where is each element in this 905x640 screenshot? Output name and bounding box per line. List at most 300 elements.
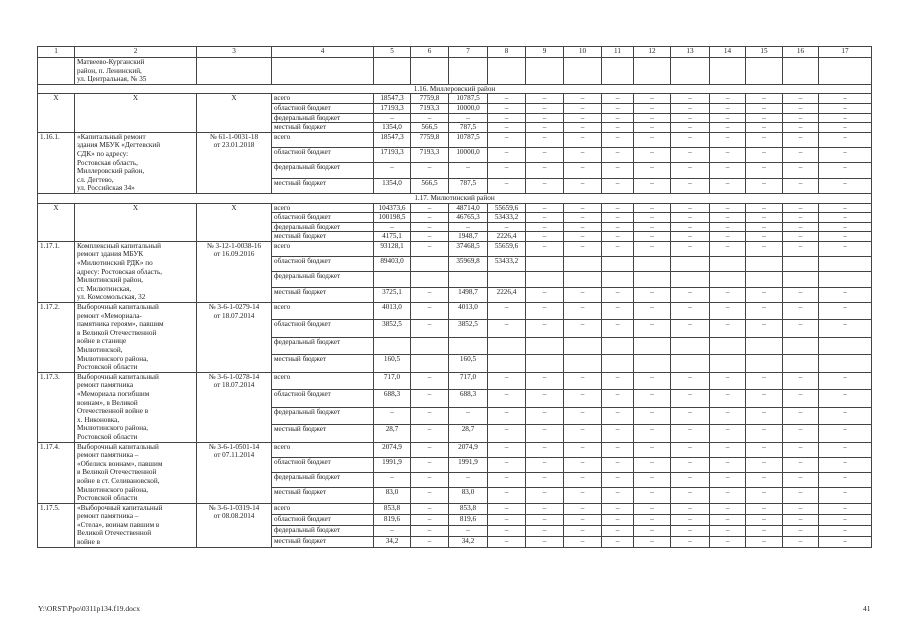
value-cell: – — [634, 407, 671, 424]
value-cell: – — [449, 473, 488, 488]
value-cell: – — [564, 203, 602, 213]
value-cell: – — [819, 525, 872, 536]
value-cell: – — [634, 123, 671, 133]
value-cell: – — [783, 287, 819, 302]
value-cell — [634, 355, 671, 372]
value-cell: – — [746, 503, 783, 514]
value-cell: – — [710, 94, 746, 104]
value-cell: – — [746, 488, 783, 503]
value-cell: – — [819, 287, 872, 302]
value-cell: – — [671, 203, 710, 213]
value-cell — [710, 272, 746, 287]
value-cell: – — [783, 103, 819, 113]
budget-source-cell: местный бюджет — [272, 287, 374, 302]
table-body — [38, 47, 872, 548]
value-cell — [526, 337, 564, 354]
value-cell: – — [710, 287, 746, 302]
value-cell: – — [526, 132, 564, 147]
value-cell: – — [602, 425, 634, 442]
value-cell: – — [671, 372, 710, 389]
value-cell: – — [374, 473, 411, 488]
value-cell: – — [671, 536, 710, 547]
value-cell: – — [746, 148, 783, 163]
value-cell — [602, 272, 634, 287]
item-number-cell: 1.17.2. — [38, 303, 75, 373]
table-cell — [526, 58, 564, 85]
value-cell: 34,2 — [374, 536, 411, 547]
value-cell: – — [710, 103, 746, 113]
value-cell: – — [564, 103, 602, 113]
value-cell: – — [488, 488, 526, 503]
table-cell — [197, 58, 272, 85]
value-cell: 1948,7 — [449, 232, 488, 242]
value-cell: 53433,2 — [488, 257, 526, 272]
value-cell: – — [746, 407, 783, 424]
column-number-cell: 1 — [38, 47, 75, 58]
value-cell: – — [634, 213, 671, 223]
value-cell: – — [411, 390, 449, 407]
item-row — [38, 303, 872, 320]
value-cell: – — [602, 163, 634, 178]
object-name-cell: Матвеево-Курганский район, п. Ленинский, ул. Центральная, № 35 — [75, 58, 197, 85]
budget-source-cell: областной бюджет — [272, 514, 374, 525]
value-cell: – — [411, 425, 449, 442]
budget-source-cell: местный бюджет — [272, 488, 374, 503]
value-cell: – — [374, 525, 411, 536]
budget-source-cell: федеральный бюджет — [272, 113, 374, 123]
value-cell: – — [671, 525, 710, 536]
value-cell: – — [602, 113, 634, 123]
value-cell: – — [526, 232, 564, 242]
value-cell: – — [488, 514, 526, 525]
value-cell: 1498,7 — [449, 287, 488, 302]
value-cell: – — [783, 488, 819, 503]
value-cell: – — [710, 514, 746, 525]
value-cell: – — [746, 123, 783, 133]
value-cell — [411, 272, 449, 287]
value-cell: – — [374, 222, 411, 232]
value-cell: – — [819, 488, 872, 503]
value-cell: – — [634, 372, 671, 389]
budget-source-cell: всего — [272, 241, 374, 256]
value-cell: – — [526, 514, 564, 525]
value-cell: 160,5 — [374, 355, 411, 372]
value-cell: – — [564, 113, 602, 123]
value-cell: – — [634, 113, 671, 123]
value-cell: – — [488, 442, 526, 457]
value-cell: – — [488, 457, 526, 472]
value-cell — [671, 257, 710, 272]
budget-source-cell: федеральный бюджет — [272, 163, 374, 178]
value-cell: – — [602, 536, 634, 547]
value-cell: – — [783, 372, 819, 389]
value-cell: – — [819, 320, 872, 337]
value-cell: 688,3 — [374, 390, 411, 407]
column-number-cell: 9 — [526, 47, 564, 58]
value-cell: 104373,6 — [374, 203, 411, 213]
value-cell: – — [783, 303, 819, 320]
table-row — [38, 58, 872, 85]
value-cell: – — [634, 287, 671, 302]
value-cell: – — [710, 132, 746, 147]
value-cell: – — [411, 525, 449, 536]
object-name-cell: Выборочный капитальный ремонт памятника – «Обелиск воинам», павшим в Великой Отечественной войне в ст. Селивановской, Милютинского района, Ростовской области — [75, 442, 197, 503]
value-cell: 10000,0 — [449, 103, 488, 113]
value-cell: – — [671, 425, 710, 442]
column-number-cell: 10 — [564, 47, 602, 58]
value-cell: 566,5 — [411, 178, 449, 193]
value-cell: – — [449, 525, 488, 536]
value-cell: 3852,5 — [449, 320, 488, 337]
value-cell: – — [602, 132, 634, 147]
value-cell — [746, 272, 783, 287]
value-cell: – — [671, 213, 710, 223]
footer-file-path: Y:\ORST\Ppo\0311p134.f19.docx — [38, 604, 140, 613]
value-cell: – — [411, 113, 449, 123]
document-number-cell: № 61-1-0031-18 от 23.01.2018 — [197, 132, 272, 193]
value-cell: – — [746, 536, 783, 547]
value-cell: 55659,6 — [488, 203, 526, 213]
value-cell: – — [710, 372, 746, 389]
item-number-cell: 1.17.5. — [38, 503, 75, 547]
table-cell — [38, 58, 75, 85]
value-cell: – — [634, 303, 671, 320]
value-cell: 4013,0 — [374, 303, 411, 320]
value-cell: – — [634, 473, 671, 488]
value-cell: – — [783, 320, 819, 337]
value-cell: – — [746, 457, 783, 472]
value-cell: – — [710, 525, 746, 536]
value-cell: – — [746, 241, 783, 256]
value-cell: – — [602, 303, 634, 320]
value-cell: – — [488, 425, 526, 442]
value-cell — [488, 272, 526, 287]
budget-source-cell: областной бюджет — [272, 457, 374, 472]
value-cell: – — [783, 525, 819, 536]
value-cell: – — [526, 473, 564, 488]
value-cell: – — [710, 213, 746, 223]
column-number-cell: 2 — [75, 47, 197, 58]
budget-source-cell: всего — [272, 303, 374, 320]
value-cell: – — [819, 503, 872, 514]
value-cell: – — [526, 287, 564, 302]
value-cell: – — [634, 514, 671, 525]
value-cell: – — [488, 525, 526, 536]
value-cell: – — [710, 320, 746, 337]
value-cell: – — [411, 457, 449, 472]
table-cell — [602, 58, 634, 85]
value-cell — [819, 355, 872, 372]
value-cell: 53433,2 — [488, 213, 526, 223]
value-cell: – — [671, 488, 710, 503]
value-cell: 3852,5 — [374, 320, 411, 337]
value-cell — [671, 355, 710, 372]
value-cell: – — [819, 514, 872, 525]
value-cell: 100198,5 — [374, 213, 411, 223]
value-cell: – — [746, 425, 783, 442]
value-cell: – — [746, 103, 783, 113]
value-cell: – — [488, 94, 526, 104]
value-cell: – — [602, 94, 634, 104]
value-cell: 10000,0 — [449, 148, 488, 163]
item-number-cell: 1.17.3. — [38, 372, 75, 442]
value-cell — [783, 257, 819, 272]
value-cell: – — [488, 303, 526, 320]
value-cell: – — [819, 213, 872, 223]
column-number-cell: 12 — [634, 47, 671, 58]
value-cell: – — [710, 442, 746, 457]
table-cell — [488, 58, 526, 85]
budget-table — [37, 46, 872, 548]
value-cell: 18547,3 — [374, 132, 411, 147]
value-cell — [602, 355, 634, 372]
value-cell: – — [746, 372, 783, 389]
value-cell: 787,5 — [449, 178, 488, 193]
value-cell: – — [634, 457, 671, 472]
value-cell: – — [564, 94, 602, 104]
value-cell: – — [671, 303, 710, 320]
value-cell: – — [710, 390, 746, 407]
value-cell: – — [634, 241, 671, 256]
value-cell: 17193,3 — [374, 103, 411, 113]
value-cell: 2226,4 — [488, 232, 526, 242]
value-cell: 2074,9 — [374, 442, 411, 457]
value-cell: – — [488, 163, 526, 178]
summary-x-cell: Х — [75, 203, 197, 241]
value-cell: – — [746, 525, 783, 536]
value-cell — [671, 337, 710, 354]
value-cell: 7759,8 — [411, 132, 449, 147]
column-number-cell: 4 — [272, 47, 374, 58]
value-cell: – — [411, 287, 449, 302]
table-cell — [634, 58, 671, 85]
value-cell — [449, 272, 488, 287]
value-cell: 10787,5 — [449, 132, 488, 147]
table-cell — [819, 58, 872, 85]
document-number-cell: № 3-6-1-0278-14 от 18.07.2014 — [197, 372, 272, 442]
budget-source-cell: федеральный бюджет — [272, 337, 374, 354]
column-number-cell: 7 — [449, 47, 488, 58]
summary-x-cell: Х — [197, 203, 272, 241]
summary-x-cell: Х — [197, 94, 272, 132]
value-cell: – — [526, 525, 564, 536]
value-cell: – — [710, 203, 746, 213]
value-cell: – — [671, 503, 710, 514]
value-cell: – — [602, 320, 634, 337]
section-header-row — [38, 193, 872, 203]
budget-source-cell: всего — [272, 503, 374, 514]
budget-source-cell: местный бюджет — [272, 536, 374, 547]
value-cell: – — [602, 203, 634, 213]
value-cell: 4013,0 — [449, 303, 488, 320]
table-cell — [449, 58, 488, 85]
object-name-cell: «Капитальный ремонт здания МБУК «Дегтевский СДК» по адресу: Ростовская область, Миллеровский район, сл. Дегтево, ул. Российская 34» — [75, 132, 197, 193]
value-cell: – — [488, 473, 526, 488]
value-cell: – — [819, 103, 872, 113]
value-cell: – — [411, 241, 449, 256]
budget-source-cell: областной бюджет — [272, 390, 374, 407]
table-cell — [783, 58, 819, 85]
value-cell: – — [819, 203, 872, 213]
value-cell: – — [602, 390, 634, 407]
value-cell: – — [564, 163, 602, 178]
value-cell: – — [746, 94, 783, 104]
value-cell: 35969,8 — [449, 257, 488, 272]
table-cell — [411, 58, 449, 85]
value-cell: – — [634, 178, 671, 193]
value-cell: – — [602, 178, 634, 193]
summary-row — [38, 94, 872, 104]
table-cell — [710, 58, 746, 85]
table-cell — [272, 58, 374, 85]
value-cell: – — [783, 407, 819, 424]
value-cell: – — [634, 536, 671, 547]
budget-source-cell: федеральный бюджет — [272, 222, 374, 232]
value-cell — [526, 257, 564, 272]
value-cell: – — [602, 287, 634, 302]
value-cell: – — [488, 113, 526, 123]
value-cell: – — [783, 203, 819, 213]
value-cell: – — [819, 390, 872, 407]
value-cell: – — [564, 407, 602, 424]
value-cell: – — [634, 203, 671, 213]
value-cell: – — [746, 113, 783, 123]
value-cell: – — [783, 514, 819, 525]
value-cell: 93128,1 — [374, 241, 411, 256]
page-number: 41 — [863, 604, 871, 613]
value-cell: – — [746, 178, 783, 193]
value-cell: – — [411, 503, 449, 514]
value-cell: – — [634, 442, 671, 457]
column-number-cell: 6 — [411, 47, 449, 58]
value-cell: – — [411, 213, 449, 223]
value-cell: – — [526, 123, 564, 133]
summary-x-cell: Х — [38, 94, 75, 132]
value-cell: 28,7 — [374, 425, 411, 442]
value-cell: 83,0 — [449, 488, 488, 503]
value-cell: – — [710, 503, 746, 514]
budget-source-cell: федеральный бюджет — [272, 473, 374, 488]
value-cell — [564, 355, 602, 372]
value-cell: – — [783, 457, 819, 472]
value-cell: 28,7 — [449, 425, 488, 442]
value-cell: – — [783, 473, 819, 488]
value-cell: 1991,9 — [374, 457, 411, 472]
value-cell — [746, 337, 783, 354]
value-cell: – — [783, 390, 819, 407]
table-cell — [746, 58, 783, 85]
value-cell: – — [564, 123, 602, 133]
value-cell: 17193,3 — [374, 148, 411, 163]
value-cell: 688,3 — [449, 390, 488, 407]
value-cell: – — [488, 103, 526, 113]
value-cell: – — [602, 232, 634, 242]
value-cell: – — [783, 232, 819, 242]
value-cell: – — [564, 178, 602, 193]
value-cell: – — [710, 163, 746, 178]
value-cell — [710, 337, 746, 354]
value-cell: – — [602, 222, 634, 232]
value-cell: – — [488, 390, 526, 407]
value-cell: – — [671, 163, 710, 178]
value-cell: – — [783, 148, 819, 163]
value-cell: – — [564, 390, 602, 407]
value-cell: – — [634, 94, 671, 104]
value-cell: – — [411, 536, 449, 547]
value-cell: – — [526, 203, 564, 213]
value-cell — [634, 272, 671, 287]
value-cell — [488, 337, 526, 354]
document-number-cell: № 3-12-1-0038-16 от 16.09.2016 — [197, 241, 272, 302]
value-cell: – — [634, 163, 671, 178]
column-number-cell: 11 — [602, 47, 634, 58]
value-cell: 37468,5 — [449, 241, 488, 256]
value-cell: – — [671, 287, 710, 302]
item-number-cell: 1.17.4. — [38, 442, 75, 503]
value-cell: – — [374, 407, 411, 424]
value-cell: – — [526, 320, 564, 337]
value-cell: – — [746, 442, 783, 457]
value-cell: – — [526, 163, 564, 178]
value-cell: – — [710, 407, 746, 424]
object-name-cell: «Выборочный капитальный ремонт памятника – «Стела», воинам павшим в Великой Отечественной войне в — [75, 503, 197, 547]
value-cell: – — [710, 178, 746, 193]
value-cell: 7193,3 — [411, 148, 449, 163]
value-cell — [449, 337, 488, 354]
value-cell: 1991,9 — [449, 457, 488, 472]
budget-source-cell: местный бюджет — [272, 123, 374, 133]
item-row — [38, 372, 872, 389]
value-cell: – — [710, 241, 746, 256]
value-cell: – — [710, 488, 746, 503]
budget-source-cell: всего — [272, 203, 374, 213]
value-cell: – — [411, 442, 449, 457]
value-cell: – — [819, 442, 872, 457]
value-cell: – — [564, 148, 602, 163]
value-cell: – — [710, 222, 746, 232]
value-cell: – — [526, 457, 564, 472]
value-cell — [819, 337, 872, 354]
value-cell: – — [488, 123, 526, 133]
value-cell — [411, 355, 449, 372]
value-cell — [602, 257, 634, 272]
value-cell: – — [634, 425, 671, 442]
value-cell: – — [449, 407, 488, 424]
value-cell: – — [488, 222, 526, 232]
value-cell: – — [819, 457, 872, 472]
document-number-cell: № 3-6-1-0319-14 от 08.08.2014 — [197, 503, 272, 547]
value-cell: – — [526, 113, 564, 123]
value-cell: – — [411, 203, 449, 213]
summary-row — [38, 203, 872, 213]
value-cell: 2226,4 — [488, 287, 526, 302]
value-cell: 34,2 — [449, 536, 488, 547]
value-cell: – — [783, 213, 819, 223]
value-cell: – — [526, 503, 564, 514]
value-cell: 717,0 — [449, 372, 488, 389]
value-cell: – — [710, 457, 746, 472]
value-cell: – — [819, 123, 872, 133]
value-cell: – — [671, 132, 710, 147]
value-cell: – — [526, 390, 564, 407]
value-cell — [564, 272, 602, 287]
value-cell: – — [671, 123, 710, 133]
value-cell: – — [634, 148, 671, 163]
value-cell: – — [602, 473, 634, 488]
value-cell: – — [819, 303, 872, 320]
value-cell: – — [746, 163, 783, 178]
value-cell: – — [526, 425, 564, 442]
